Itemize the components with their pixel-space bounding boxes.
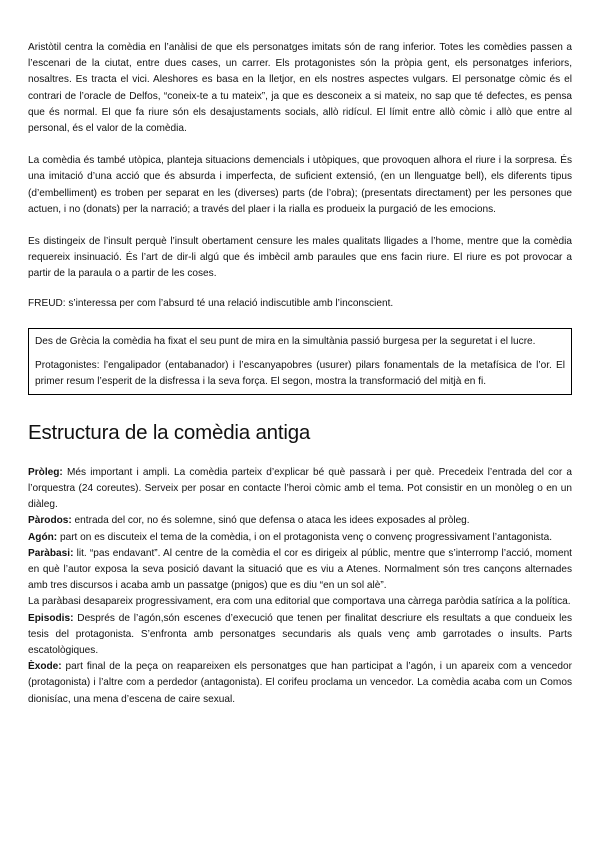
structure-list	[28, 465, 572, 708]
structure-item-prolog	[28, 465, 572, 514]
section-heading: Estructura de la comèdia antiga	[28, 420, 311, 444]
structure-term: Agón:	[28, 531, 58, 543]
structure-term: Pàrodos:	[28, 515, 72, 527]
structure-item-parabasi-note	[28, 594, 572, 610]
document-page	[28, 40, 572, 708]
structure-item-parabasi	[28, 546, 572, 595]
structure-term: Paràbasi:	[28, 547, 74, 559]
box-paragraph-protagonists: Protagonistes: l’engalipador (entabanador) i l’escanyapobres (usurer) pilars fonamentals de la metafísica de l’or. El primer resum l’esperit de la disfressa i la seva força. El segon, mostra la transformació del mitjà en fi.	[35, 359, 565, 387]
structure-text: Després de l’agón,són escenes d’execució que tenen per finalitat descriure els resultats a que condueix les tesis del protagonista. S’enfronta amb personatges secundaris als quals venç amb garrotades o insults. Parts escatològiques.	[28, 612, 572, 657]
structure-item-episodis	[28, 611, 572, 660]
box-paragraph-greece: Des de Grècia la comèdia ha fixat el seu punt de mira en la simultània passió burgesa per la seguretat i el lucre.	[35, 335, 536, 347]
structure-term: Èxode:	[28, 661, 62, 673]
structure-text: lit. “pas endavant”. Al centre de la comèdia el cor es dirigeix al públic, mentre que s’interromp l’acció, moment en què l’autor exposa la seva posició davant la situació que es viu a Atenes. Normalment són tres cançons alternades amb tres discursos i acaba amb un passatge (pnigos) que es diu “en un sol alè”.	[28, 547, 572, 592]
structure-item-agon	[28, 530, 572, 546]
structure-text: Més important i ampli. La comèdia parteix d’explicar bé què passarà i per què. Precedeix l’entrada del cor a l’orquestra (24 coreutes). Serveix per posar en contacte l’heroi còmic amb el tema. Pot consistir en un monòleg o en un diàleg.	[28, 466, 572, 511]
structure-text: entrada del cor, no és solemne, sinó que defensa o ataca les idees exposades al pròleg.	[71, 515, 470, 527]
structure-item-parodos	[28, 513, 572, 529]
structure-text: part on es discuteix el tema de la comèdia, i on el protagonista venç o convenç progressivament l’antagonista.	[57, 531, 553, 543]
structure-term: Episodis:	[28, 612, 74, 624]
intro-paragraph-aristotle: Aristòtil centra la comèdia en l’anàlisi de que els personatges imitats són de rang inferior. Totes les comèdies passen a l’escenari de la ciutat, entre dues cases, un carrer. Els protagonistes són la pròpia gent, els personatges inferiors, nosaltres. Es tracta el vici. Aleshores es basa en la lletjor, en els nostres aspectes vulgars. El personatge còmic és el contrari de l’oracle de Delfos, “coneix-te a tu mateix”, ja que es desconeix a si mateix, no sap que té defectes, es pensa que és normal. El que fa riure són els desajustaments socials, allò ridícul. El límit entre allò còmic i allò que entre al personal, és el valor de la comèdia.	[28, 42, 572, 135]
structure-text: La paràbasi desapareix progressivament, era com una editorial que comportava una càrrega paròdia satírica a la política.	[28, 596, 571, 608]
structure-term: Pròleg:	[28, 466, 63, 478]
intro-paragraph-utopia: La comèdia és també utòpica, planteja situacions demencials i utòpiques, que provoquen alhora el riure i la sorpresa. És una imitació d’una acció que és absurda i imperfecta, de suficient extensió, (en un llenguatge bell), els diferents tipus (d’embelliment) es troben per separat en les (diverses) parts (de l’obra); (presentats directament) per les persones que actuen, i no (donats) per la narració; a través del plaer i la rialla es produeix la purgació de les emocions.	[28, 155, 572, 215]
structure-item-exode	[28, 659, 572, 708]
intro-paragraph-insult: Es distingeix de l’insult perquè l’insult obertament censure les males qualitats lligades a l’home, mentre que la comèdia requereix insinuació. És l’art de dir-li algú que és imbècil amb paraules que ens facin riure. El riure es pot provocar a partir de la paraula o a partir de les coses.	[28, 236, 572, 280]
highlight-box	[28, 328, 572, 395]
structure-text: part final de la peça on reapareixen els personatges que han participat a l’agón, i un apareix com a vencedor (protagonista) i l’altre com a perdedor (antagonista). El corifeu proclama un vencedor. La comèdia acaba com un Comos dionisíac, una mena d’escena de caire sexual.	[28, 661, 572, 705]
intro-paragraph-freud: FREUD: s’interessa per com l’absurd té una relació indiscutible amb l’inconscient.	[28, 297, 394, 309]
